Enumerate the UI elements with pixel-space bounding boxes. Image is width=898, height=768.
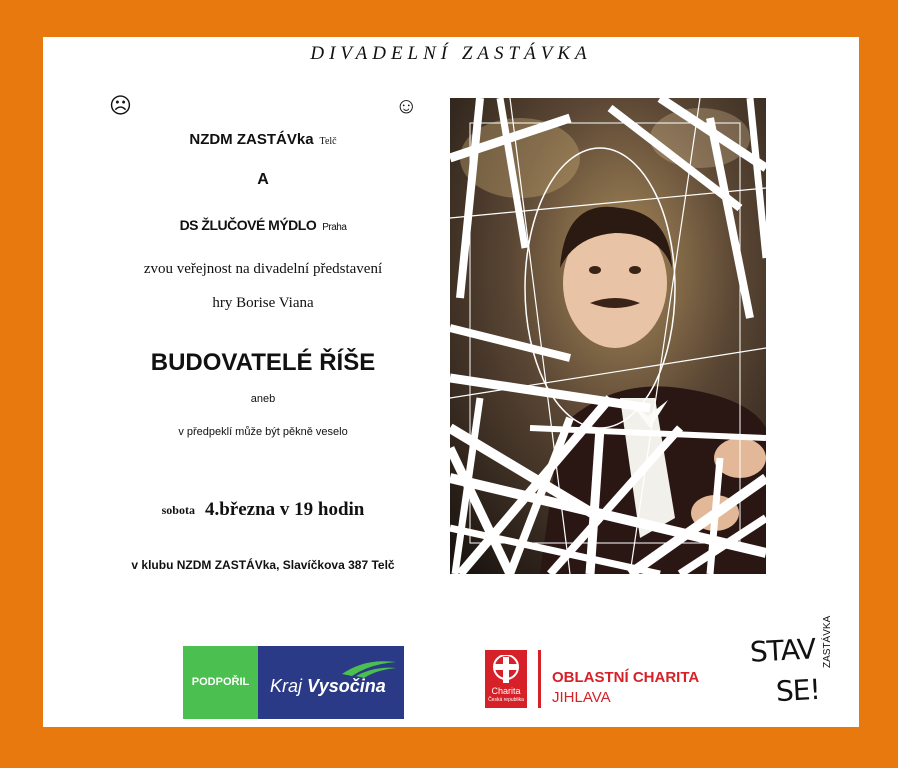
play-title: BUDOVATELÉ ŘÍŠE: [150, 349, 376, 376]
author-text: hry Borise Viana: [212, 295, 314, 311]
organizer-1-name: NZDM ZASTÁVka: [189, 131, 314, 148]
charita-badge: [485, 650, 527, 708]
kraj-supported-label: PODPOŘIL: [191, 676, 250, 688]
event-time: 4.března v 19 hodin: [204, 499, 365, 520]
kraj-name-bold: Vysočina: [307, 676, 386, 696]
charita-logo: [485, 648, 725, 712]
charita-cross-icon: [492, 655, 520, 685]
page-title: DIVADELNÍ ZASTÁVKA: [310, 43, 592, 64]
aneb-text: aneb: [250, 393, 276, 405]
charita-divider: [538, 650, 541, 708]
kraj-swoosh-icon: [340, 656, 398, 678]
actor-photo: [450, 98, 766, 574]
happy-face-icon: ☺: [395, 93, 418, 118]
stav-se-logo: [746, 615, 856, 722]
stav-se-line1: STAV: [749, 632, 817, 669]
organizer-1: [118, 131, 408, 148]
charita-name: OBLASTNÍ CHARITA: [552, 669, 700, 686]
ampersand-letter: A: [257, 171, 269, 188]
organizer-2: [118, 217, 408, 233]
poster-sheet: [43, 37, 859, 727]
event-date: [118, 499, 408, 521]
kraj-name-light: Kraj: [270, 676, 308, 696]
invitation-text: zvou veřejnost na divadelní představení: [143, 261, 383, 277]
event-day: sobota: [161, 502, 195, 517]
organizer-2-name: DS ŽLUČOVÉ MÝDLO: [179, 217, 317, 233]
event-place: v klubu NZDM ZASTÁVka, Slavíčkova 387 Telč: [131, 558, 395, 572]
charita-badge-label: Charita: [491, 686, 521, 696]
charita-badge-sub: Česká republika: [488, 697, 524, 703]
charita-city: JIHLAVA: [552, 689, 611, 706]
organizer-2-city: Praha: [322, 222, 347, 233]
play-subtitle: v předpeklí může být pěkně veselo: [178, 426, 348, 438]
stav-se-side-text: ZASTÁVKA: [822, 615, 833, 668]
kraj-name: [270, 676, 386, 697]
kraj-vysocina-logo: [183, 646, 404, 719]
kraj-supported-panel: [183, 646, 258, 719]
sad-face-icon: ☹: [109, 93, 132, 118]
organizer-1-city: Telč: [319, 136, 337, 147]
kraj-name-panel: [258, 646, 404, 719]
stav-se-line2: SE!: [775, 672, 821, 709]
